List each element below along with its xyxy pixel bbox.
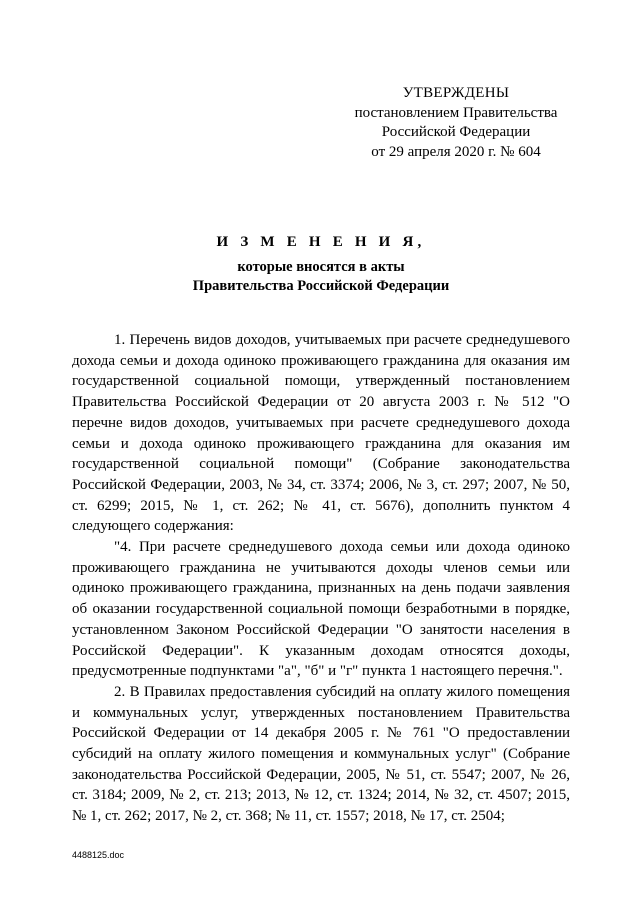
paragraph-1: 1. Перечень видов доходов, учитываемых при расчете среднедушевого дохода семьи и дохода одиноко проживающего гражданина для оказания им государственной социальной помощи, утвержденный постановлением Правительства Российской Федерации от 20 августа 2003 г. № 512 "О перечне видов доходов, учитываемых при расчете среднедушевого дохода семьи и дохода одиноко проживающего гражданина для оказания им государственной социальной помощи" (Собрание законодательства Российской Федерации, 2003, № 34, ст. 3374; 2006, № 3, ст. 297; 2007, № 50, ст. 6299; 2015, № 1, ст. 262; № 41, ст. 5676), дополнить пунктом 4 следующего содержания: <box>72 332 570 535</box>
title-main: И З М Е Н Е Н И Я, <box>216 234 426 250</box>
approval-heading: УТВЕРЖДЕНЫ <box>402 85 510 101</box>
title-sub-2: Правительства Российской Федерации <box>192 278 450 294</box>
paragraph-2: "4. При расчете среднедушевого дохода семьи или дохода одиноко проживающего гражданина не учитываются доходы членов семьи или одиноко проживающего гражданина, признанных на день подачи заявления об оказании государственной социальной помощи безработными в порядке, установленном Законом Российской Федерации "О занятости населения в Российской Федерации". К указанным доходам относятся доходы, предусмотренные подпунктами "а", "б" и "г" пункта 1 настоящего перечня.". <box>72 539 570 680</box>
approval-stamp <box>340 84 572 162</box>
title-sub-1: которые вносятся в акты <box>237 259 405 275</box>
approval-line-1: постановлением Правительства <box>354 104 558 121</box>
document-title <box>72 232 570 296</box>
document-body <box>72 330 570 827</box>
approval-line-3: от 29 апреля 2020 г. № 604 <box>371 143 541 160</box>
paragraph-3: 2. В Правилах предоставления субсидий на оплату жилого помещения и коммунальных услуг, утвержденных постановлением Правительства Российской Федерации от 14 декабря 2005 г. № 761 "О предоставлении субсидий на оплату жилого помещения и коммунальных услуг" (Собрание законодательства Российской Федерации, 2005, № 51, ст. 5547; 2007, № 26, ст. 3184; 2009, № 2, ст. 213; 2013, № 12, ст. 1324; 2014, № 32, ст. 4507; 2015, № 1, ст. 262; 2017, № 2, ст. 368; № 11, ст. 1557; 2018, № 17, ст. 2504; <box>72 683 570 825</box>
footer-filename: 4488125.doc <box>72 850 125 860</box>
approval-line-2: Российской Федерации <box>381 124 531 140</box>
